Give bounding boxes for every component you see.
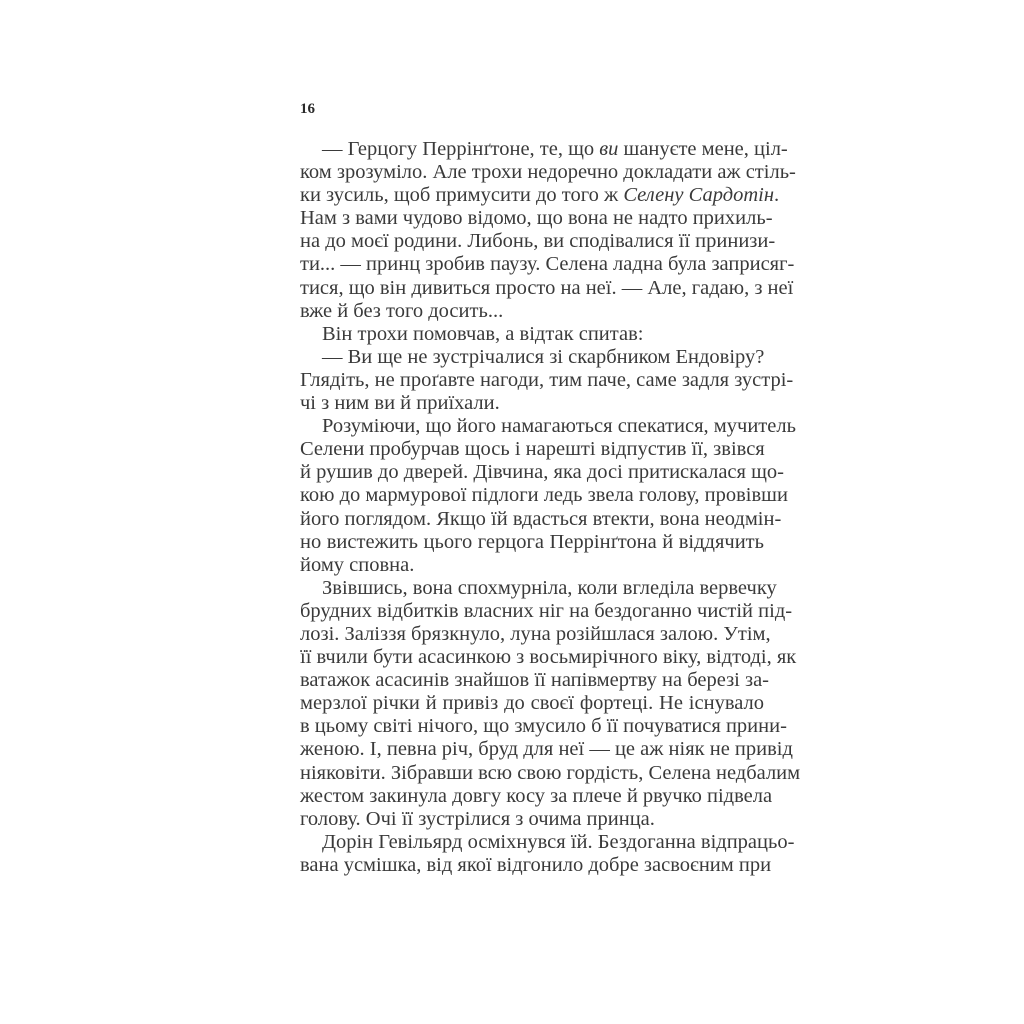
text-line: тися, що він дивиться просто на неї. — Але, гадаю, з неї <box>300 276 794 299</box>
body-text <box>300 138 801 877</box>
text-line: її вчили бути асасинкою з восьмирічного віку, відтоді, як <box>300 646 797 669</box>
text-line: вана усмішка, від якої відгонило добре засвоєним при <box>300 853 772 876</box>
text-line: мерзлої річки й привіз до своєї фортеці. Не існувало <box>300 692 764 715</box>
text-line: голову. Очі її зустрілися з очима принца. <box>300 807 655 830</box>
text-line: — Ви ще не зустрічалися зі скарбником Ендовіру? <box>322 345 765 368</box>
text-line: ватажок асасинів знайшов її напівмертву на березі за- <box>300 669 770 692</box>
text-line: й рушив до дверей. Дівчина, яка досі притискалася що- <box>300 461 784 484</box>
text-line: ніяковіти. Зібравши всю свою гордість, Селена недбалим <box>300 761 801 784</box>
text-line: ки зусиль, щоб примусити до того ж Селену Сардотін. <box>300 184 780 207</box>
text-line: ком зрозуміло. Але трохи недоречно докладати аж стіль- <box>300 161 796 184</box>
text-line: Звівшись, вона спохмурніла, коли вгледіла вервечку <box>322 576 777 599</box>
text-line: кою до мармурової підлоги ледь звела голову, провівши <box>300 484 788 507</box>
text-line: йому сповна. <box>300 553 415 576</box>
text-line: жестом закинула довгу косу за плече й рвучко підвела <box>300 784 773 807</box>
text-line: Дорін Гевільярд осміхнувся їй. Бездоганна відпрацьо- <box>322 830 795 853</box>
text-line: Нам з вами чудово відомо, що вона не надто прихиль- <box>300 207 773 230</box>
text-line: ти... — принц зробив паузу. Селена ладна була заприсяг- <box>300 253 795 276</box>
text-line: лозі. Заліззя брязкнуло, луна розійшлася залою. Утім, <box>300 622 771 645</box>
italic-emphasis: Селену Сардотін <box>623 184 774 207</box>
page-number: 16 <box>300 101 315 117</box>
text-line: на до моєї родини. Либонь, ви сподівалися її принизи- <box>300 230 776 253</box>
text-line: Він трохи помовчав, а відтак спитав: <box>322 322 644 345</box>
text-line: — Герцогу Перрінґтоне, те, що ви шануєте мене, ціл- <box>322 138 788 160</box>
text-line: його поглядом. Якщо їй вдасться втекти, вона неодмін- <box>300 507 782 530</box>
text-line: брудних відбитків власних ніг на бездоганно чистій під- <box>300 599 793 622</box>
text-line: чі з ним ви й приїхали. <box>300 392 500 415</box>
text-line: Селени пробурчав щось і нарешті відпустив її, звівся <box>300 438 765 461</box>
text-line: но вистежить цього герцога Перрінґтона й віддячить <box>300 530 764 553</box>
italic-emphasis: ви <box>599 138 619 160</box>
text-line: в цьому світі нічого, що змусило б її почуватися прини- <box>300 715 787 738</box>
text-line: Розуміючи, що його намагаються спекатися, мучитель <box>322 415 796 438</box>
text-line: Глядіть, не проґавте нагоди, тим паче, саме задля зустрі- <box>300 368 794 391</box>
text-line: вже й без того досить... <box>300 299 504 322</box>
text-line: женою. І, певна річ, бруд для неї — це аж ніяк не привід <box>300 738 793 761</box>
